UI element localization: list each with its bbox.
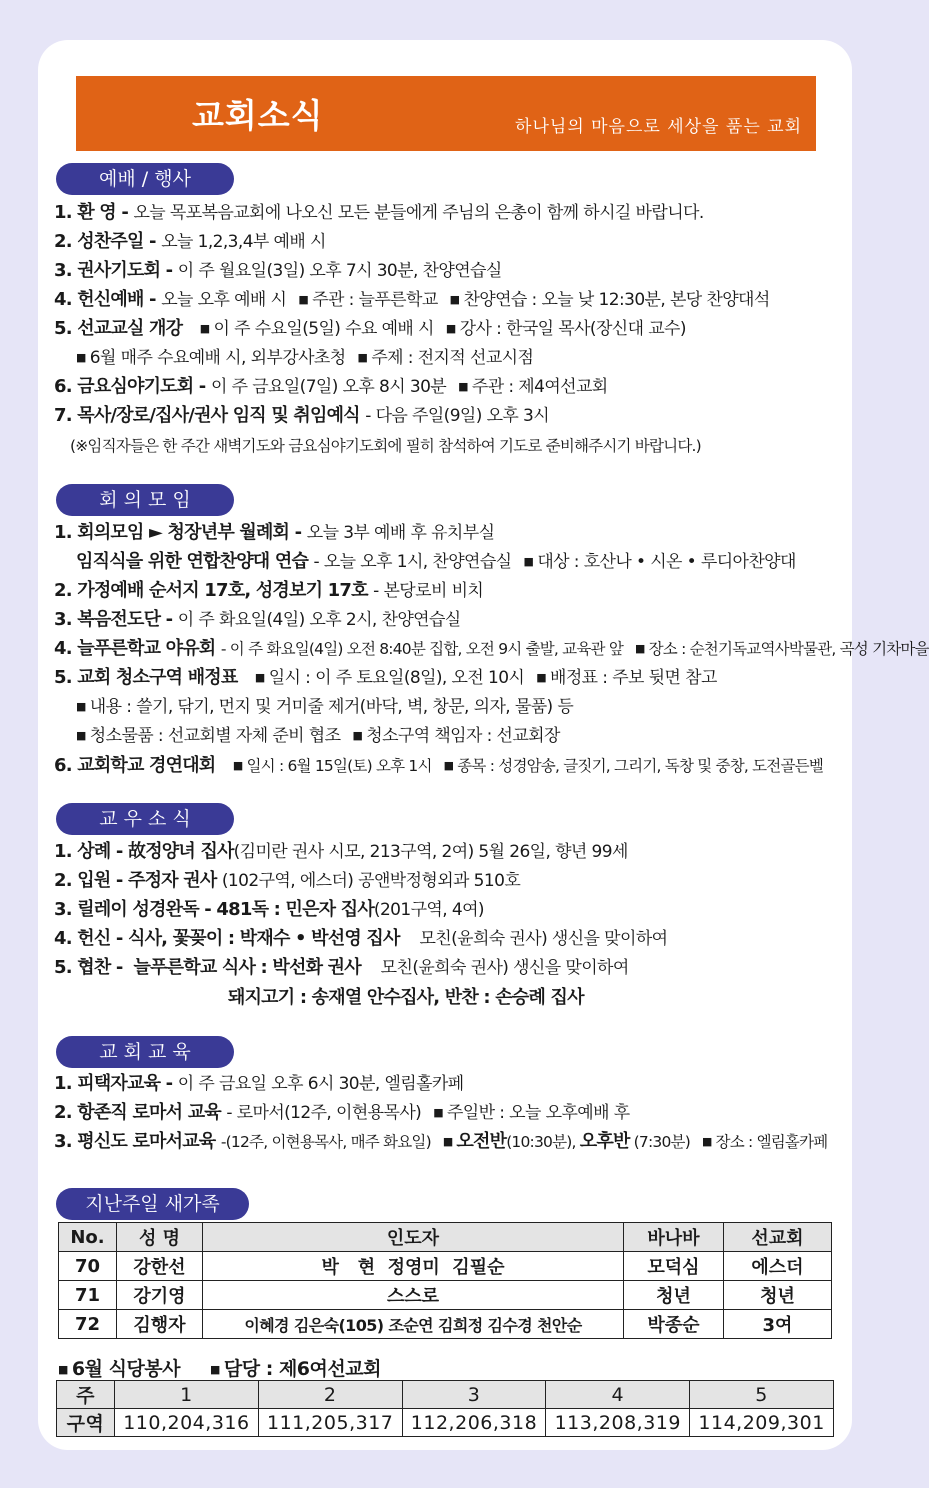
schedule-week-row: [57, 1381, 834, 1409]
line-segment: 장소 : 엘림홀카페: [715, 1133, 828, 1151]
bullet-icon: ■: [210, 1363, 220, 1376]
area-cell: 112,206,318: [402, 1409, 546, 1437]
bullet-icon: ■: [445, 322, 456, 335]
members-line: [228, 986, 584, 1010]
line-segment: (김미란 권사 시모, 213구역, 2여) 5월 26일, 향년 99세: [233, 842, 628, 862]
worship-line: [54, 404, 549, 428]
table-cell: 스스로: [203, 1281, 624, 1310]
line-segment: - 다음 주일(9일) 오후 3시: [365, 406, 550, 426]
week-cell: 1: [115, 1381, 259, 1409]
bullet-icon: ■: [199, 322, 210, 335]
bullet-icon: ■: [433, 1106, 443, 1119]
table-cell: 71: [59, 1281, 117, 1310]
line-segment: 오늘 3부 예배 후 유치부실: [306, 523, 495, 543]
area-cell: 110,204,316: [115, 1409, 259, 1437]
page-subtitle: 하나님의 마음으로 세상을 품는 교회: [515, 117, 802, 137]
table-cell: 청년: [624, 1281, 724, 1310]
bullet-icon: ■: [523, 555, 534, 568]
worship-line: [54, 375, 608, 399]
line-segment: 1. 환 영 -: [54, 202, 134, 223]
line-segment: 이 주 금요일(7일) 오후 8시 30분: [210, 377, 447, 397]
line-segment: 4. 헌신 - 식사, 꽃꽂이 : 박재수 • 박선영 집사: [54, 928, 406, 949]
line-segment: (※임직자들은 한 주간 새벽기도와 금요심야기도회에 필히 참석하여 기도로 준비해주시기 바랍니다.): [70, 437, 701, 455]
line-segment: 대상 : 호산나 • 시온 • 루디아찬양대: [537, 552, 796, 572]
table-cell: 김행자: [117, 1310, 203, 1339]
worship-line: [54, 317, 686, 341]
line-segment: (10:30분),: [506, 1133, 580, 1151]
column-header: 인도자: [203, 1223, 624, 1252]
section-title-education: 교 회 교 육: [56, 1036, 234, 1068]
line-segment: 이 주 수요일(5일) 수요 예배 시: [213, 319, 434, 339]
table-cell: 청년: [724, 1281, 832, 1310]
education-line: [54, 1101, 630, 1125]
line-segment: 청소구역 책임자 : 선교회장: [366, 726, 560, 746]
area-cell: 111,205,317: [258, 1409, 402, 1437]
line-segment: 배정표 : 주보 뒷면 참고: [550, 668, 717, 688]
table-row: [59, 1281, 832, 1310]
line-segment: 주관 : 늘푸른학교: [312, 290, 438, 310]
members-line: [54, 956, 629, 980]
members-line: [54, 840, 628, 864]
bullet-icon: ■: [442, 1135, 453, 1148]
members-line: [54, 898, 484, 922]
line-segment: 모친(윤희숙 권사) 생신을 맞이하여: [405, 929, 668, 949]
line-segment: 주관 : 제4여선교회: [471, 377, 608, 397]
line-segment: 오늘 목포복음교회에 나오신 모든 분들에게 주님의 은총이 함께 하시길 바랍니다.: [133, 203, 704, 223]
line-segment: 내용 : 쓸기, 닦기, 먼지 및 거미줄 제거(바닥, 벽, 창문, 의자, 물품) 등: [89, 697, 574, 717]
line-segment: 돼지고기 : 송재열 안수집사, 반찬 : 손승례 집사: [228, 987, 584, 1008]
worship-line: [54, 259, 502, 283]
column-header: 바나바: [624, 1223, 724, 1252]
table-cell: 70: [59, 1252, 117, 1281]
meeting-line: [54, 608, 461, 632]
line-segment: 주제 : 전지적 선교시점: [371, 348, 534, 368]
column-header: 성 명: [117, 1223, 203, 1252]
meeting-line: [54, 754, 823, 778]
bullet-icon: ■: [701, 1135, 712, 1148]
bullet-icon: ■: [443, 759, 454, 772]
meeting-line: [54, 637, 929, 661]
section-title-newfamily: 지난주일 새가족: [56, 1188, 249, 1220]
line-segment: 주일반 : 오늘 오후예배 후: [446, 1103, 630, 1123]
line-segment: - 오늘 오후 1시, 찬양연습실: [313, 552, 512, 572]
table-cell: 3여: [724, 1310, 832, 1339]
line-segment: 1. 피택자교육 -: [54, 1073, 178, 1094]
line-segment: 일시 : 이 주 토요일(8일), 오전 10시: [268, 668, 525, 688]
column-header: 선교회: [724, 1223, 832, 1252]
line-segment: 모친(윤희숙 권사) 생신을 맞이하여: [366, 958, 629, 978]
worship-line: [54, 201, 704, 225]
education-line: [54, 1130, 827, 1154]
line-segment: 종목 : 성경암송, 글짓기, 그리기, 독창 및 중창, 도전골든벨: [457, 757, 824, 775]
line-segment: (201구역, 4여): [373, 900, 484, 920]
row-label: 구역: [57, 1409, 115, 1437]
table-cell: 강기영: [117, 1281, 203, 1310]
table-row: [59, 1252, 832, 1281]
row-label: 주: [57, 1381, 115, 1409]
line-segment: 오전반: [456, 1131, 507, 1152]
schedule-title: [58, 1354, 381, 1381]
line-segment: 오후반: [579, 1131, 630, 1152]
line-segment: 6. 금요심야기도회 -: [54, 376, 211, 397]
area-cell: 113,208,319: [546, 1409, 690, 1437]
bullet-icon: ■: [635, 642, 645, 655]
line-segment: - 본당로비 비치: [373, 581, 484, 601]
header-banner: [76, 76, 816, 151]
schedule-title-left: 6월 식당봉사: [71, 1358, 181, 1380]
bullet-icon: ■: [232, 759, 243, 772]
line-segment: 청소물품 : 선교회별 자체 준비 협조: [89, 726, 341, 746]
week-cell: 5: [690, 1381, 834, 1409]
table-cell: 에스더: [724, 1252, 832, 1281]
line-segment: -(12주, 이현용목사, 매주 화요일): [220, 1133, 431, 1151]
meeting-line: [76, 550, 796, 574]
column-header: No.: [59, 1223, 117, 1252]
line-segment: 이 주 월요일(3일) 오후 7시 30분, 찬양연습실: [177, 261, 502, 281]
bullet-icon: ■: [352, 729, 363, 742]
line-segment: 6. 교회학교 경연대회: [54, 755, 221, 776]
table-row: [59, 1310, 832, 1339]
line-segment: 이 주 화요일(4일) 오후 2시, 찬양연습실: [177, 610, 461, 630]
line-segment: 7. 목사/장로/집사/권사 임직 및 취임예식: [54, 405, 366, 426]
week-cell: 3: [402, 1381, 546, 1409]
table-cell: 박종순: [624, 1310, 724, 1339]
line-segment: 2. 성찬주일 -: [54, 231, 162, 252]
worship-line: [54, 230, 326, 254]
line-segment: (102구역, 에스더) 공앤박정형외과 510호: [221, 871, 521, 891]
line-segment: - 이 주 화요일(4일) 오전 8:40분 집합, 오전 9시 출발, 교육관 앞: [220, 640, 624, 658]
worship-line: [54, 288, 770, 312]
table-header-row: [59, 1223, 832, 1252]
bullet-icon: ■: [254, 671, 265, 684]
line-segment: 찬양연습 : 오늘 낮 12:30분, 본당 찬양대석: [463, 290, 770, 310]
line-segment: 1. 회의모임 ► 청장년부 월례회 -: [54, 522, 307, 543]
week-cell: 4: [546, 1381, 690, 1409]
line-segment: 1. 상례 - 故정양녀 집사: [54, 841, 234, 862]
line-segment: 임직식을 위한 연합찬양대 연습: [76, 551, 314, 572]
bullet-icon: ■: [536, 671, 547, 684]
line-segment: 일시 : 6월 15일(토) 오후 1시: [246, 757, 432, 775]
table-cell: 박 현 정영미 김필순: [203, 1252, 624, 1281]
section-title-members: 교 우 소 식: [56, 803, 234, 835]
schedule-area-row: [57, 1409, 834, 1437]
meeting-line: [76, 724, 560, 748]
line-segment: 2. 가정예배 순서지 17호, 성경보기 17호: [54, 580, 374, 601]
line-segment: (7:30분): [629, 1133, 690, 1151]
bullet-icon: ■: [58, 1363, 68, 1376]
area-cell: 114,209,301: [690, 1409, 834, 1437]
meeting-line: [76, 695, 573, 719]
line-segment: 강사 : 한국일 목사(장신대 교수): [459, 319, 686, 339]
bullet-icon: ■: [76, 729, 86, 742]
bullet-icon: ■: [458, 380, 468, 393]
week-cell: 2: [258, 1381, 402, 1409]
bullet-icon: ■: [76, 351, 86, 364]
meeting-line: [54, 666, 717, 690]
table-cell: 72: [59, 1310, 117, 1339]
line-segment: 4. 늘푸른학교 야유회: [54, 638, 221, 659]
section-title-meeting: 회 의 모 임: [56, 484, 234, 516]
line-segment: 5. 선교교실 개강: [54, 318, 188, 339]
line-segment: - 로마서(12주, 이현용목사): [226, 1103, 422, 1123]
schedule-table: [56, 1380, 834, 1437]
table-cell: 이혜경 김은숙(105) 조순연 김희정 김수경 천안순: [203, 1310, 624, 1339]
line-segment: 3. 평신도 로마서교육: [54, 1131, 221, 1152]
section-title-worship: 예배 / 행사: [56, 163, 234, 195]
schedule-title-right: 담당 : 제6여선교회: [223, 1358, 381, 1380]
bullet-icon: ■: [76, 700, 86, 713]
meeting-line: [54, 579, 483, 603]
table-cell: 강한선: [117, 1252, 203, 1281]
line-segment: 2. 항존직 로마서 교육: [54, 1102, 227, 1123]
meeting-line: [54, 521, 494, 545]
line-segment: 오늘 1,2,3,4부 예배 시: [161, 232, 326, 252]
line-segment: 4. 헌신예배 -: [54, 289, 162, 310]
line-segment: 장소 : 순천기독교역사박물관, 곡성 기차마을: [648, 640, 929, 658]
members-line: [54, 927, 667, 951]
line-segment: 5. 교회 청소구역 배정표: [54, 667, 243, 688]
line-segment: 오늘 오후 예배 시: [161, 290, 287, 310]
line-segment: 3. 릴레이 성경완독 - 481독 : 민은자 집사: [54, 899, 374, 920]
bullet-icon: ■: [357, 351, 368, 364]
bullet-icon: ■: [298, 293, 309, 306]
members-line: [54, 869, 520, 893]
worship-line: [70, 434, 701, 458]
line-segment: 6월 매주 수요예배 시, 외부강사초청: [89, 348, 346, 368]
new-family-table: [58, 1222, 832, 1339]
line-segment: 5. 협찬 - 늘푸른학교 식사 : 박선화 권사: [54, 957, 367, 978]
page-title: 교회소식: [192, 96, 324, 135]
line-segment: 이 주 금요일 오후 6시 30분, 엘림홀카페: [177, 1074, 464, 1094]
line-segment: 2. 입원 - 주정자 권사: [54, 870, 222, 891]
line-segment: 3. 복음전도단 -: [54, 609, 178, 630]
education-line: [54, 1072, 464, 1096]
worship-line: [76, 346, 533, 370]
bullet-icon: ■: [449, 293, 460, 306]
table-cell: 모덕심: [624, 1252, 724, 1281]
line-segment: 3. 권사기도회 -: [54, 260, 178, 281]
